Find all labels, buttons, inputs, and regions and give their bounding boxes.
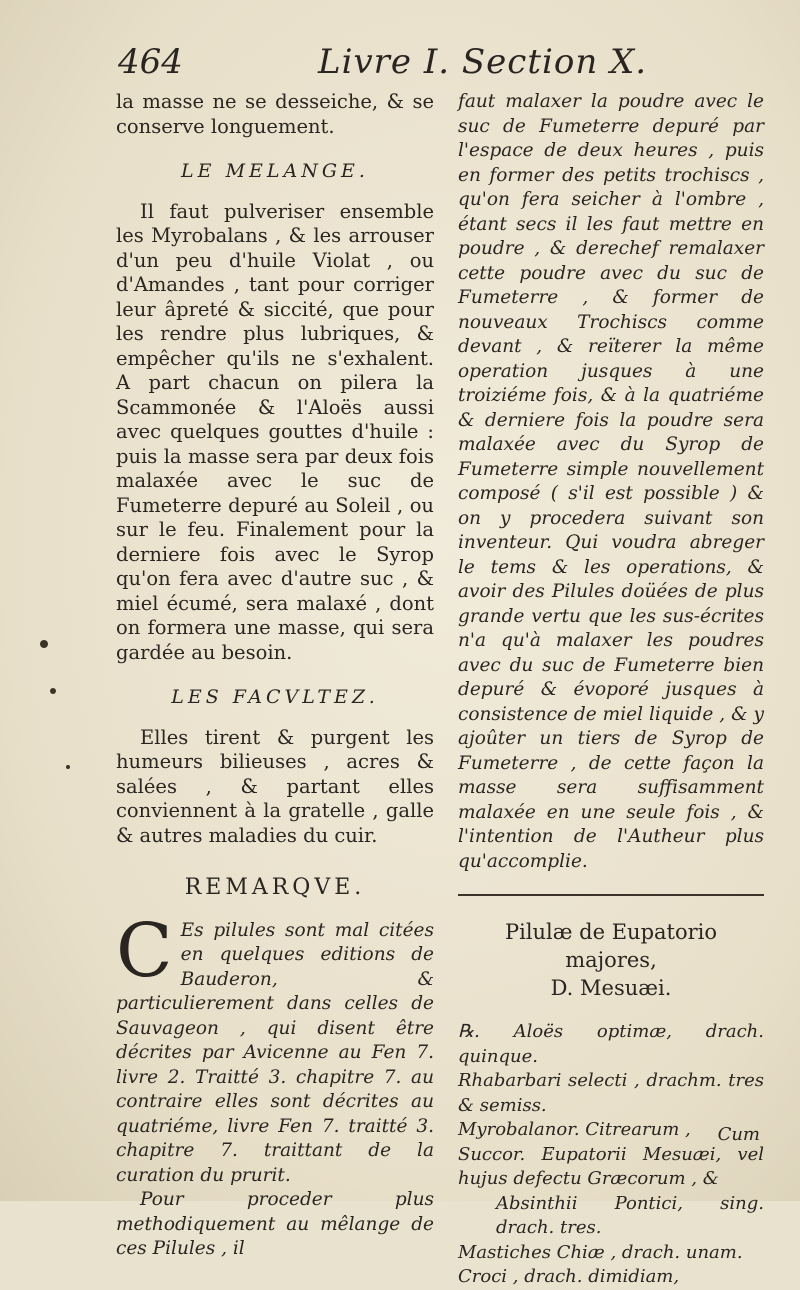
recipe-line-indented: Absinthii Pontici, sing. drach. tres. [496, 1192, 764, 1238]
recipe-line: Rhabarbari selecti , drachm. tres & semiss. [458, 1070, 764, 1116]
recipe-line: Myrobalanor. Citrearum , [458, 1119, 691, 1140]
remarque-text: Es pilules sont mal citées en quelques editions de Bauderon, & particulierement dans celles de Sauvageon , qui disent être décrites par Avicenne au Fen 7. livre 2. Traitté 3. chapitre 7. au contraire elles sont décrites au quatriéme, livre Fen 7. traitté 3. chapitre 7. traittant de la curation du prurit. [116, 919, 434, 1186]
section-divider [458, 894, 764, 896]
melange-heading: LE MELANGE. [181, 160, 369, 182]
page-number: 464 [118, 42, 183, 82]
catchword: Cum [717, 1124, 760, 1145]
remarque-text-continued: Pour proceder plus methodiquement au mêlange de ces Pilules , il [116, 1189, 434, 1259]
recipe-title-line-1: Pilulæ de Eupatorio majores, [504, 920, 718, 972]
page-header [118, 40, 718, 90]
melange-text: Il faut pulveriser ensemble les Myrobalans , & les arrouser d'un peu d'huile Violat , ou d'Amandes , tant pour corriger leur âpreté & siccité, que pour les rendre plus lubriques, & empêcher qu'ils ne s'exhalent. A part chacun on pilera la Scammonée & l'Aloës aussi avec quelques gouttes d'huile : puis la masse sera par deux fois malaxée avec le suc de Fumeterre depuré au Soleil , ou sur le feu. Finalement pour la derniere fois avec le Syrop qu'on fera avec d'autre suc , & miel écumé, sera malaxé , dont on formera une masse, qui sera gardée au besoin. [116, 199, 434, 664]
ink-spot [50, 688, 56, 694]
right-column [458, 90, 764, 1290]
facultez-text: Elles tirent & purgent les humeurs bilieuses , acres & salées , & partant elles conviennent à la gratelle , galle & autres maladies du cuir. [116, 725, 434, 847]
running-title: Livre I. Section X. [318, 42, 648, 82]
ink-spot [40, 640, 48, 648]
facultez-heading: LES FACVLTEZ. [171, 686, 379, 708]
remarque-heading: REMARQVE. [184, 875, 366, 900]
ink-spot [66, 765, 70, 769]
recipe-title-line-2: D. Mesuæi. [550, 976, 672, 1000]
recipe-line: Croci , drach. dimidiam, [458, 1266, 680, 1287]
recipe-line: Succor. Eupatorii Mesuæi, vel hujus defectu Græcorum , & [458, 1143, 764, 1189]
recipe-line: ℞. Aloës optimæ, drach. quinque. [458, 1021, 764, 1067]
left-column [116, 90, 434, 1262]
remarque-paragraph [116, 907, 434, 1189]
intro-text: la masse ne se desseiche, & se conserve longuement. [116, 90, 434, 138]
drop-cap: C [116, 907, 173, 994]
recipe-ingredients [458, 1020, 764, 1290]
right-column-text: faut malaxer la poudre avec le suc de Fumeterre depuré par l'espace de deux heures , puis en former des petits trochiscs , qu'on fera seicher à l'ombre , étant secs il les faut mettre en poudre , & derechef remalaxer cette poudre avec du suc de Fumeterre , & former de nouveaux Trochiscs comme devant , & reïterer la même operation jusques à une troiziéme fois, & à la quatriéme & derniere fois la poudre sera malaxée avec du Syrop de Fumeterre simple nouvellement composé ( s'il est possible ) & on y procedera suivant son inventeur. Qui voudra abreger le tems & les operations, & avoir des Pilules doüées de plus grande vertu que les sus-écrites n'a qu'à malaxer les poudres avec du suc de Fumeterre bien depuré & évoporé jusques à consistence de miel liquide , & y ajoûter un tiers de Syrop de Fumeterre , de cette façon la masse sera suffisamment malaxée en une seule fois , & l'intention de l'Autheur plus qu'accomplie. [458, 91, 764, 872]
recipe-line: Mastiches Chiæ , drach. unam. [458, 1241, 743, 1263]
